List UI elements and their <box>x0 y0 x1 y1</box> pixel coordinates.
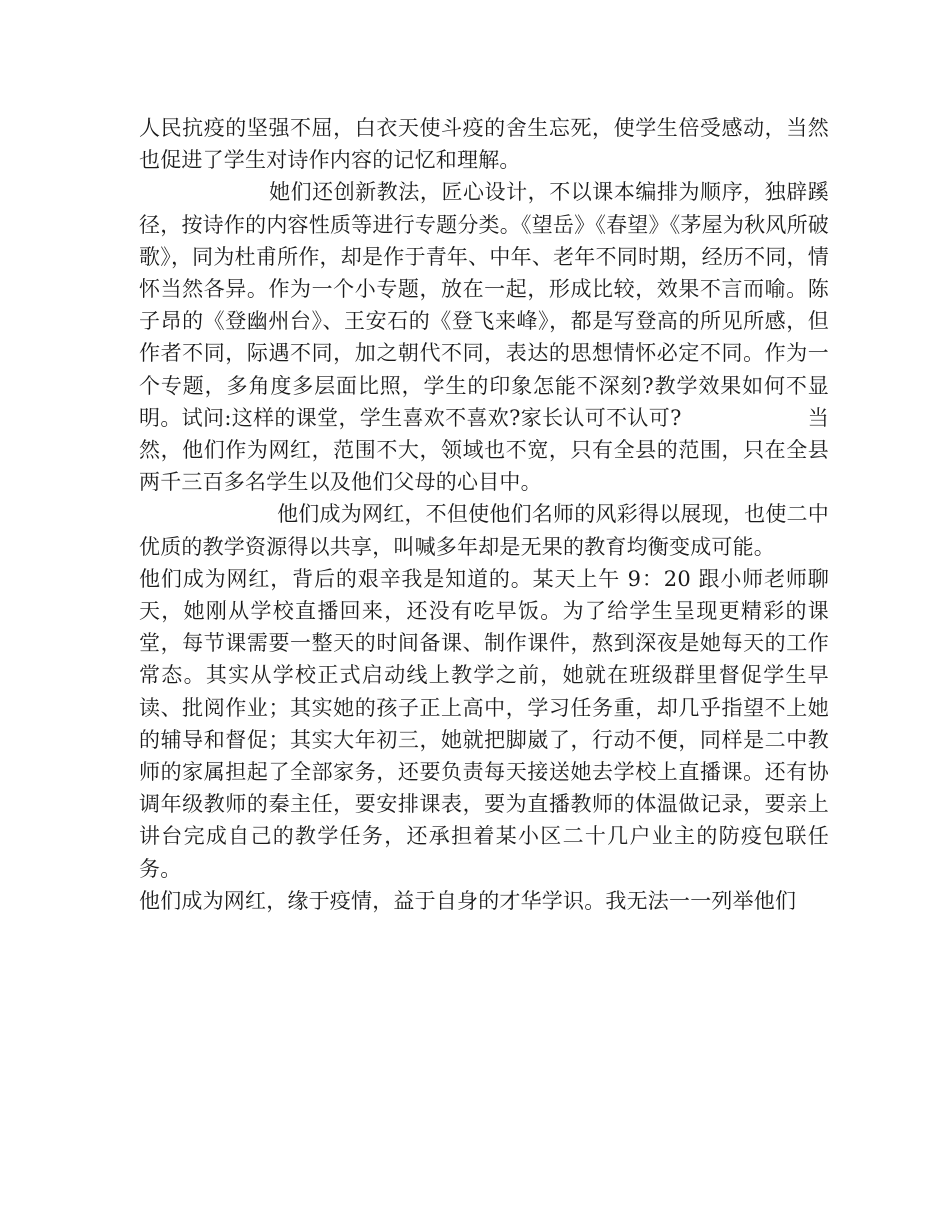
paragraph-3: 他们成为网红，不但使他们名师的风彩得以展现，也使二中优质的教学资源得以共享，叫喊多年却是无果的教育均衡变成可能。 <box>139 502 829 559</box>
document-body <box>139 112 829 917</box>
paragraph-2: 她们还创新教法，匠心设计，不以课本编排为顺序，独辟蹊径，按诗作的内容性质等进行专题分类。《望岳》《春望》《茅屋为秋风所破歌》，同为杜甫所作，却是作于青年、中年、老年不同时期，经历不同，情怀当然各异。作为一个小专题，放在一起，形成比较，效果不言而喻。陈子昂的《登幽州台》、王安石的《登飞来峰》，都是写登高的所见所感，但作者不同，际遇不同，加之朝代不同，表达的思想情怀必定不同。作为一个专题，多角度多层面比照，学生的印象怎能不深刻?教学效果如何不显明。试问:这样的课堂，学生喜欢不喜欢?家长认可不认可? 当然，他们作为网红，范围不大，领域也不宽，只有全县的范围，只在全县两千三百多名学生以及他们父母的心目中。 <box>139 180 829 495</box>
paragraph-5: 他们成为网红，缘于疫情，益于自身的才华学识。我无法一一列举他们 <box>139 888 797 913</box>
paragraph-1: 人民抗疫的坚强不屈，白衣天使斗疫的舍生忘死，使学生倍受感动，当然也促进了学生对诗作内容的记忆和理解。 <box>139 116 829 173</box>
paragraph-4: 他们成为网红，背后的艰辛我是知道的。某天上午 9：20 跟小师老师聊天，她刚从学校直播回来，还没有吃早饭。为了给学生呈现更精彩的课堂，每节课需要一整天的时间备课、制作课件，熬到深夜是她每天的工作常态。其实从学校正式启动线上教学之前，她就在班级群里督促学生早读、批阅作业；其实她的孩子正上高中，学习任务重，却几乎指望不上她的辅导和督促；其实大年初三，她就把脚崴了，行动不便，同样是二中教师的家属担起了全部家务，还要负责每天接送她去学校上直播课。还有协调年级教师的秦主任，要安排课表，要为直播教师的体温做记录，要亲上讲台完成自己的教学任务，还承担着某小区二十几户业主的防疫包联任务。 <box>139 566 829 881</box>
